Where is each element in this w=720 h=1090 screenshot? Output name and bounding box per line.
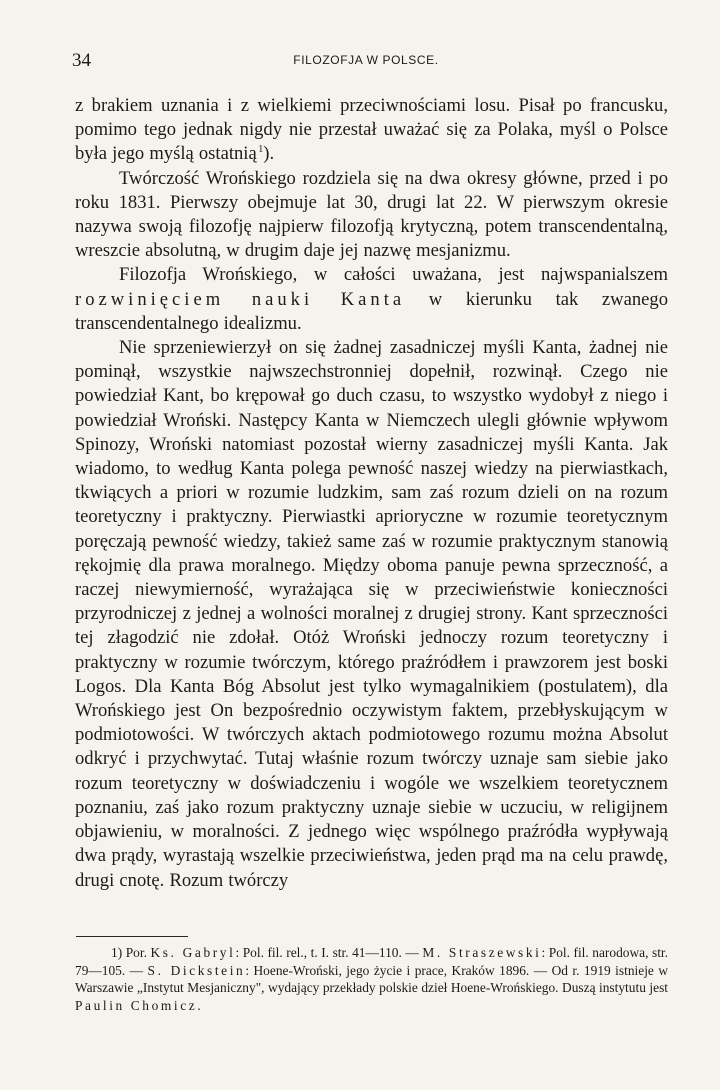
- body-text: [75, 94, 668, 893]
- footnote-end: .: [197, 997, 201, 1013]
- paragraph-3-end: w kierunku tak zwanego transcendentalnego idealizmu.: [75, 288, 668, 334]
- running-head: [72, 50, 660, 72]
- footnote: [75, 944, 668, 1014]
- paragraph-1: [75, 94, 668, 167]
- paragraph-3-emphasis: rozwinięciem nauki Kanta: [75, 288, 406, 310]
- paragraph-2: Twórczość Wrońskiego rozdziela się na dwa okresy główne, przed i po roku 1831. Pierwszy obejmuje lat 30, drugi lat 22. W pierwszym okresie nazywa swoją filozofję najpierw filozofją krytyczną, potem transcendentalną, wreszcie absolutną, w drugim daje jej nazwę mesjanizmu.: [75, 167, 668, 262]
- footnote-author-2: M. Straszewski: [422, 945, 542, 960]
- footnote-marker: 1): [111, 945, 123, 960]
- footnote-text-3: : Pol. fil. narodowa, str. 79—105. —: [75, 945, 668, 978]
- footnote-text-2: : Pol. fil. rel., t. I. str. 41—110. —: [235, 945, 419, 960]
- running-title: FILOZOFJA W POLSCE.: [293, 53, 439, 67]
- footnote-text-4: : Hoene-Wroński, jego życie i prace, Kraków 1896. — Od r. 1919 istnieje w Warszawie „Instytut Mesjaniczny", wydający przekłady polskie dzieł Hoene-Wrońskiego. Duszą instytutu jest: [75, 962, 668, 995]
- footnote-author-4: Paulin Chomicz: [75, 997, 198, 1013]
- footnote-text-1: Por.: [125, 945, 147, 960]
- paragraph-1-text: z brakiem uznania i z wielkiemi przeciwnościami losu. Pisał po francusku, pomimo tego jednak nigdy nie przestał uważać się za Polaka, myśl o Polsce była jego myślą ostatnią: [75, 95, 668, 165]
- paragraph-3-start: Filozofja Wrońskiego, w całości uważana, jest najwspanialszem: [119, 264, 668, 286]
- paragraph-1-end: ).: [263, 143, 275, 165]
- footnote-author-3: S. Dickstein: [147, 962, 246, 978]
- footnote-divider: [76, 936, 188, 937]
- page-number: 34: [72, 50, 91, 71]
- paragraph-4: Nie sprzeniewierzył on się żadnej zasadniczej myśli Kanta, żadnej nie pominął, wszystkie najwszechstronniej dopełnił, rozwinął. Czego nie powiedział Kant, bo krępował go duch czasu, to wszystko wydobył z niego i powiedział Wroński. Następcy Kanta w Niemczech ulegli głównie wpływom Spinozy, Wroński natomiast pozostał wierny zasadniczej myśli Kanta. Jak wiadomo, to według Kanta polega pewność naszej wiedzy na pierwiastkach, tkwiących a priori w rozumie ludzkim, sam zaś rozum dzieli on na rozum teoretyczny i praktyczny. Pierwiastki aprioryczne w rozumie teoretycznym poręczają pewność wiedzy, takież same zaś w rozumie praktycznym stanowią rękojmię dla prawa moralnego. Między oboma panuje pewna sprzeczność, a raczej niewymierność, wyrażająca się w przeciwieństwie konieczności przyrodniczej z jednej a wolności moralnej z drugiej strony. Kant sprzeczności tej złagodzić nie zdołał. Otóż Wroński jednoczy rozum teoretyczny i praktyczny w rozumie twórczym, którego praźródłem i prawzorem jest boski Logos. Dla Kanta Bóg Absolut jest tylko wymagalnikiem (postulatem), dla Wrońskiego jest On bezpośrednio oczywistym faktem, przebłyskującym w podmiotowości. W twórczych aktach podmiotowego rozumu można Absolut odkryć i przychwytać. Tutaj właśnie rozum twórczy uznaje sam siebie jako rozum teoretyczny w doświadczeniu i wogóle we wszelkiem teoretycznem poznaniu, zaś jako rozum praktyczny uznaje siebie w uczuciu, w religijnem objawieniu, w moralności. Z jednego więc wspólnego praźródła wypływają dwa prądy, wyrastają wszelkie przeciwieństwa, jeden prąd ma na celu prawdę, drugi cnotę. Rozum twórczy: [75, 337, 668, 891]
- paragraph-3: [75, 263, 668, 336]
- footnote-reference: 1: [258, 144, 264, 156]
- footnote-author-1: Ks. Gabryl: [150, 945, 236, 960]
